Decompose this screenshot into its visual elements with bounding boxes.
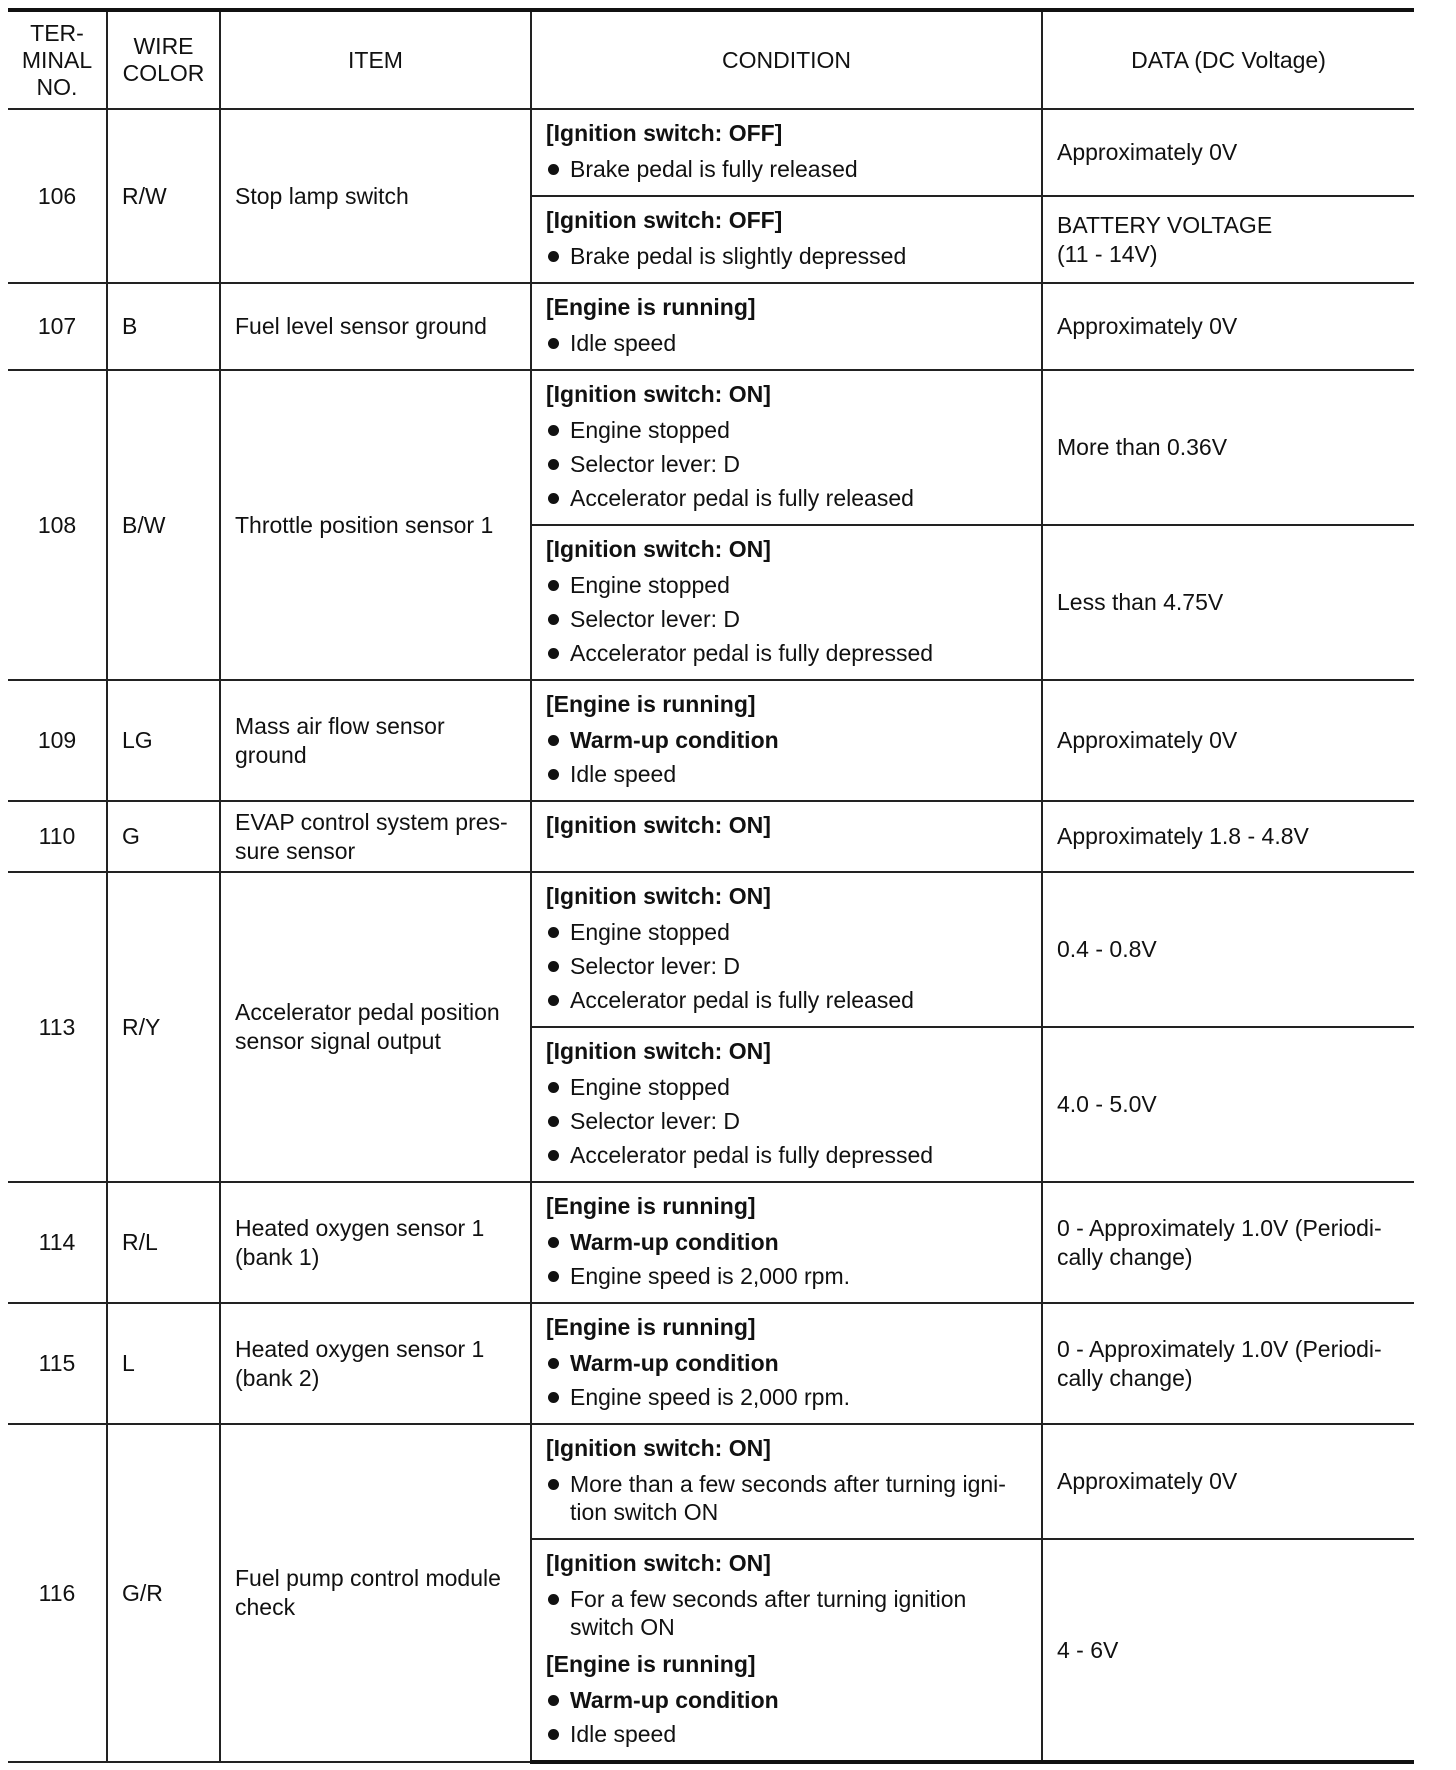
condition-bullet-text: Warm-up condition xyxy=(570,1350,779,1376)
condition-heading: [Ignition switch: ON] xyxy=(546,812,771,838)
bullet-icon xyxy=(548,1479,559,1490)
bullet-icon xyxy=(548,735,559,746)
wire-color: L xyxy=(107,1303,220,1424)
condition-bullet xyxy=(546,242,1031,270)
condition-bullet-text: Selector lever: D xyxy=(570,606,741,632)
condition-bullet-text: Warm-up condition xyxy=(570,1687,779,1713)
bullet-icon xyxy=(548,1150,559,1161)
bullet-icon xyxy=(548,1392,559,1403)
bullet-icon xyxy=(548,425,559,436)
condition-bullet-text: Warm-up condition xyxy=(570,1229,779,1255)
table-row xyxy=(8,370,1414,525)
dc-voltage-value: Approximately 0V xyxy=(1042,1424,1414,1539)
item-name: EVAP control system pres- sure sensor xyxy=(220,801,531,872)
condition-bullet xyxy=(546,1686,1031,1714)
condition-cell xyxy=(531,283,1042,370)
condition-bullet-text: Selector lever: D xyxy=(570,953,741,979)
bullet-icon xyxy=(548,995,559,1006)
condition-cell xyxy=(531,196,1042,283)
condition-cell xyxy=(531,801,1042,872)
condition-cell xyxy=(531,370,1042,525)
condition-bullet xyxy=(546,726,1031,754)
condition-bullet-text: Engine stopped xyxy=(570,572,730,598)
condition-header: CONDITION xyxy=(531,10,1042,109)
bullet-icon xyxy=(548,580,559,591)
bullet-icon xyxy=(548,251,559,262)
condition-bullet-text: Engine stopped xyxy=(570,417,730,443)
condition-bullet-text: Brake pedal is fully released xyxy=(570,156,858,182)
terminal-no: 107 xyxy=(8,283,107,370)
condition-bullet-text: For a few seconds after turning ignition switch ON xyxy=(570,1586,967,1640)
bullet-icon xyxy=(548,769,559,780)
condition-bullet-text: Engine speed is 2,000 rpm. xyxy=(570,1263,851,1289)
condition-bullet-text: Brake pedal is slightly depressed xyxy=(570,243,907,269)
terminal-data-table xyxy=(8,8,1414,1764)
table-row xyxy=(8,1303,1414,1424)
dc-voltage-value: BATTERY VOLTAGE (11 - 14V) xyxy=(1042,196,1414,283)
dc-voltage-value: More than 0.36V xyxy=(1042,370,1414,525)
bullet-icon xyxy=(548,1237,559,1248)
condition-bullet xyxy=(546,1585,1031,1641)
dc-voltage-value: 0 - Approximately 1.0V (Periodi- cally change) xyxy=(1042,1303,1414,1424)
terminal-no-header: TER- MINAL NO. xyxy=(8,10,107,109)
bullet-icon xyxy=(548,338,559,349)
condition-heading: [Ignition switch: ON] xyxy=(546,1550,771,1576)
bullet-icon xyxy=(548,1594,559,1605)
condition-heading: [Engine is running] xyxy=(546,1193,756,1219)
item-name: Throttle position sensor 1 xyxy=(220,370,531,680)
condition-bullet xyxy=(546,416,1031,444)
condition-bullet xyxy=(546,918,1031,946)
dc-voltage-value: Less than 4.75V xyxy=(1042,525,1414,680)
bullet-icon xyxy=(548,1729,559,1740)
wire-color: R/L xyxy=(107,1182,220,1303)
condition-cell xyxy=(531,1424,1042,1539)
condition-bullet-text: Idle speed xyxy=(570,1721,677,1747)
terminal-no: 115 xyxy=(8,1303,107,1424)
wire-color: B xyxy=(107,283,220,370)
condition-cell xyxy=(531,1539,1042,1762)
bullet-icon xyxy=(548,648,559,659)
condition-bullet xyxy=(546,952,1031,980)
wire-color: R/W xyxy=(107,109,220,283)
bullet-icon xyxy=(548,493,559,504)
condition-cell xyxy=(531,872,1042,1027)
condition-bullet xyxy=(546,1720,1031,1748)
dc-voltage-value: Approximately 0V xyxy=(1042,680,1414,801)
condition-bullet-text: Warm-up condition xyxy=(570,727,779,753)
condition-bullet xyxy=(546,1383,1031,1411)
condition-heading: [Ignition switch: ON] xyxy=(546,381,771,407)
item-name: Stop lamp switch xyxy=(220,109,531,283)
table-row xyxy=(8,283,1414,370)
condition-bullet-text: Engine stopped xyxy=(570,919,730,945)
data-header: DATA (DC Voltage) xyxy=(1042,10,1414,109)
dc-voltage-value: 4 - 6V xyxy=(1042,1539,1414,1762)
condition-cell xyxy=(531,525,1042,680)
condition-heading: [Engine is running] xyxy=(546,294,756,320)
condition-heading: [Ignition switch: ON] xyxy=(546,883,771,909)
condition-heading: [Ignition switch: ON] xyxy=(546,536,771,562)
condition-heading: [Ignition switch: ON] xyxy=(546,1038,771,1064)
condition-bullet-text: Engine speed is 2,000 rpm. xyxy=(570,1384,851,1410)
dc-voltage-value: Approximately 0V xyxy=(1042,283,1414,370)
condition-cell xyxy=(531,1027,1042,1182)
table-row xyxy=(8,872,1414,1027)
item-header: ITEM xyxy=(220,10,531,109)
wire-color: G xyxy=(107,801,220,872)
condition-bullet-text: Idle speed xyxy=(570,330,677,356)
terminal-no: 109 xyxy=(8,680,107,801)
condition-bullet-text: Accelerator pedal is fully depressed xyxy=(570,1142,934,1168)
bullet-icon xyxy=(548,614,559,625)
condition-bullet-text: Idle speed xyxy=(570,761,677,787)
condition-bullet-text: Accelerator pedal is fully released xyxy=(570,987,914,1013)
condition-bullet-text: Accelerator pedal is fully depressed xyxy=(570,640,934,666)
terminal-no: 114 xyxy=(8,1182,107,1303)
condition-heading: [Ignition switch: ON] xyxy=(546,1435,771,1461)
wire-color: B/W xyxy=(107,370,220,680)
condition-heading: [Ignition switch: OFF] xyxy=(546,207,783,233)
condition-bullet xyxy=(546,1141,1031,1169)
condition-bullet-text: Selector lever: D xyxy=(570,451,741,477)
condition-bullet xyxy=(546,484,1031,512)
condition-bullet xyxy=(546,1073,1031,1101)
bullet-icon xyxy=(548,961,559,972)
bullet-icon xyxy=(548,1695,559,1706)
bullet-icon xyxy=(548,1358,559,1369)
condition-cell xyxy=(531,1182,1042,1303)
condition-bullet xyxy=(546,605,1031,633)
item-name: Fuel level sensor ground xyxy=(220,283,531,370)
table-row xyxy=(8,1424,1414,1539)
condition-heading: [Engine is running] xyxy=(546,691,756,717)
bullet-icon xyxy=(548,927,559,938)
bullet-icon xyxy=(548,1116,559,1127)
item-name: Accelerator pedal position sensor signal output xyxy=(220,872,531,1182)
condition-bullet-text: Engine stopped xyxy=(570,1074,730,1100)
dc-voltage-value: Approximately 1.8 - 4.8V xyxy=(1042,801,1414,872)
wire-color: R/Y xyxy=(107,872,220,1182)
condition-bullet xyxy=(546,1107,1031,1135)
bullet-icon xyxy=(548,164,559,175)
terminal-no: 108 xyxy=(8,370,107,680)
item-name: Heated oxygen sensor 1 (bank 2) xyxy=(220,1303,531,1424)
header-row xyxy=(8,10,1414,109)
wire-color: G/R xyxy=(107,1424,220,1762)
bullet-icon xyxy=(548,1271,559,1282)
condition-bullet xyxy=(546,1262,1031,1290)
table-row xyxy=(8,801,1414,872)
item-name: Mass air flow sensor ground xyxy=(220,680,531,801)
bullet-icon xyxy=(548,459,559,470)
wire-color: LG xyxy=(107,680,220,801)
terminal-no: 106 xyxy=(8,109,107,283)
table-row xyxy=(8,109,1414,196)
condition-heading: [Engine is running] xyxy=(546,1651,756,1677)
condition-bullet xyxy=(546,760,1031,788)
bullet-icon xyxy=(548,1082,559,1093)
condition-bullet xyxy=(546,1470,1031,1526)
table-body xyxy=(8,109,1414,1762)
condition-bullet xyxy=(546,1228,1031,1256)
table-row xyxy=(8,680,1414,801)
terminal-no: 116 xyxy=(8,1424,107,1762)
condition-bullet xyxy=(546,986,1031,1014)
condition-bullet-text: More than a few seconds after turning igni- tion switch ON xyxy=(570,1471,1006,1525)
condition-cell xyxy=(531,680,1042,801)
terminal-no: 113 xyxy=(8,872,107,1182)
condition-bullet xyxy=(546,450,1031,478)
condition-bullet-text: Selector lever: D xyxy=(570,1108,741,1134)
condition-heading: [Engine is running] xyxy=(546,1314,756,1340)
item-name: Fuel pump control module check xyxy=(220,1424,531,1762)
condition-heading: [Ignition switch: OFF] xyxy=(546,120,783,146)
dc-voltage-value: Approximately 0V xyxy=(1042,109,1414,196)
wire-color-header: WIRE COLOR xyxy=(107,10,220,109)
condition-bullet xyxy=(546,639,1031,667)
condition-bullet xyxy=(546,329,1031,357)
condition-cell xyxy=(531,1303,1042,1424)
condition-bullet xyxy=(546,1349,1031,1377)
condition-cell xyxy=(531,109,1042,196)
condition-bullet-text: Accelerator pedal is fully released xyxy=(570,485,914,511)
dc-voltage-value: 0.4 - 0.8V xyxy=(1042,872,1414,1027)
condition-bullet xyxy=(546,155,1031,183)
item-name: Heated oxygen sensor 1 (bank 1) xyxy=(220,1182,531,1303)
dc-voltage-value: 0 - Approximately 1.0V (Periodi- cally change) xyxy=(1042,1182,1414,1303)
terminal-no: 110 xyxy=(8,801,107,872)
table-row xyxy=(8,1182,1414,1303)
condition-bullet xyxy=(546,571,1031,599)
dc-voltage-value: 4.0 - 5.0V xyxy=(1042,1027,1414,1182)
